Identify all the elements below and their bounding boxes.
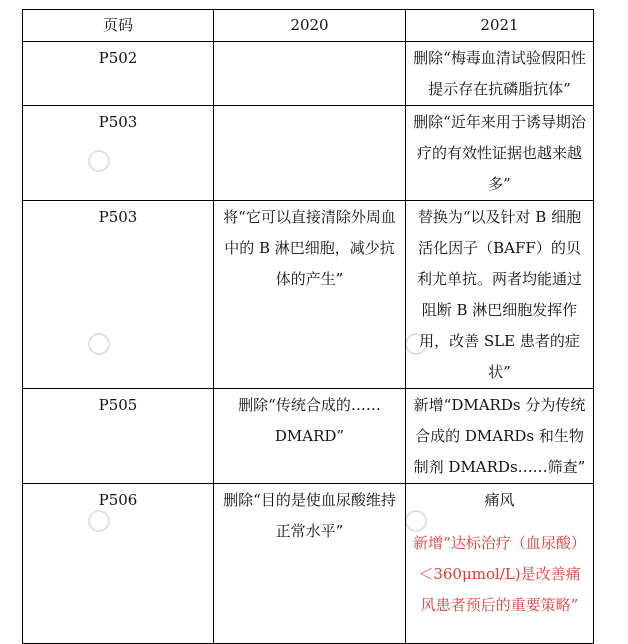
cell-2021: 删除“梅毒血清试验假阳性提示存在抗磷脂抗体” [406,42,594,106]
page-cell: P506 [23,484,214,644]
cell-2021: 替换为“以及针对 B 细胞活化因子（BAFF）的贝利尤单抗。两者均能通过阻断 B 淋巴细胞发挥作用，改善 SLE 患者的症状” [406,201,594,389]
revision-table [22,9,594,644]
table-row [23,201,594,389]
cell-2020 [214,106,406,201]
cell-2020 [214,42,406,106]
header-page: 页码 [23,10,214,42]
page-cell: P503 [23,201,214,389]
cell-2020: 删除“目的是使血尿酸维持正常水平” [214,484,406,644]
cell-2021: 新增“DMARDs 分为传统合成的 DMARDs 和生物制剂 DMARDs……筛查” [406,389,594,484]
cell-2021-title: 痛风 [484,491,515,509]
table-row [23,106,594,201]
cell-2020: 删除“传统合成的……DMARD” [214,389,406,484]
page-cell: P503 [23,106,214,201]
table-row [23,389,594,484]
header-2020: 2020 [214,10,406,42]
table-header-row [23,10,594,42]
table-row [23,42,594,106]
cell-2021-red-note: 新增“达标治疗（血尿酸）＜360μmol/L)是改善痛风患者预后的重要策略” [413,534,586,614]
cell-2021: 删除“近年来用于诱导期治疗的有效性证据也越来越多” [406,106,594,201]
page-cell: P505 [23,389,214,484]
page-cell: P502 [23,42,214,106]
cell-2020: 将“它可以直接清除外周血中的 B 淋巴细胞，减少抗体的产生” [214,201,406,389]
header-2021: 2021 [406,10,594,42]
cell-2021-group [406,484,594,644]
table-row [23,484,594,644]
